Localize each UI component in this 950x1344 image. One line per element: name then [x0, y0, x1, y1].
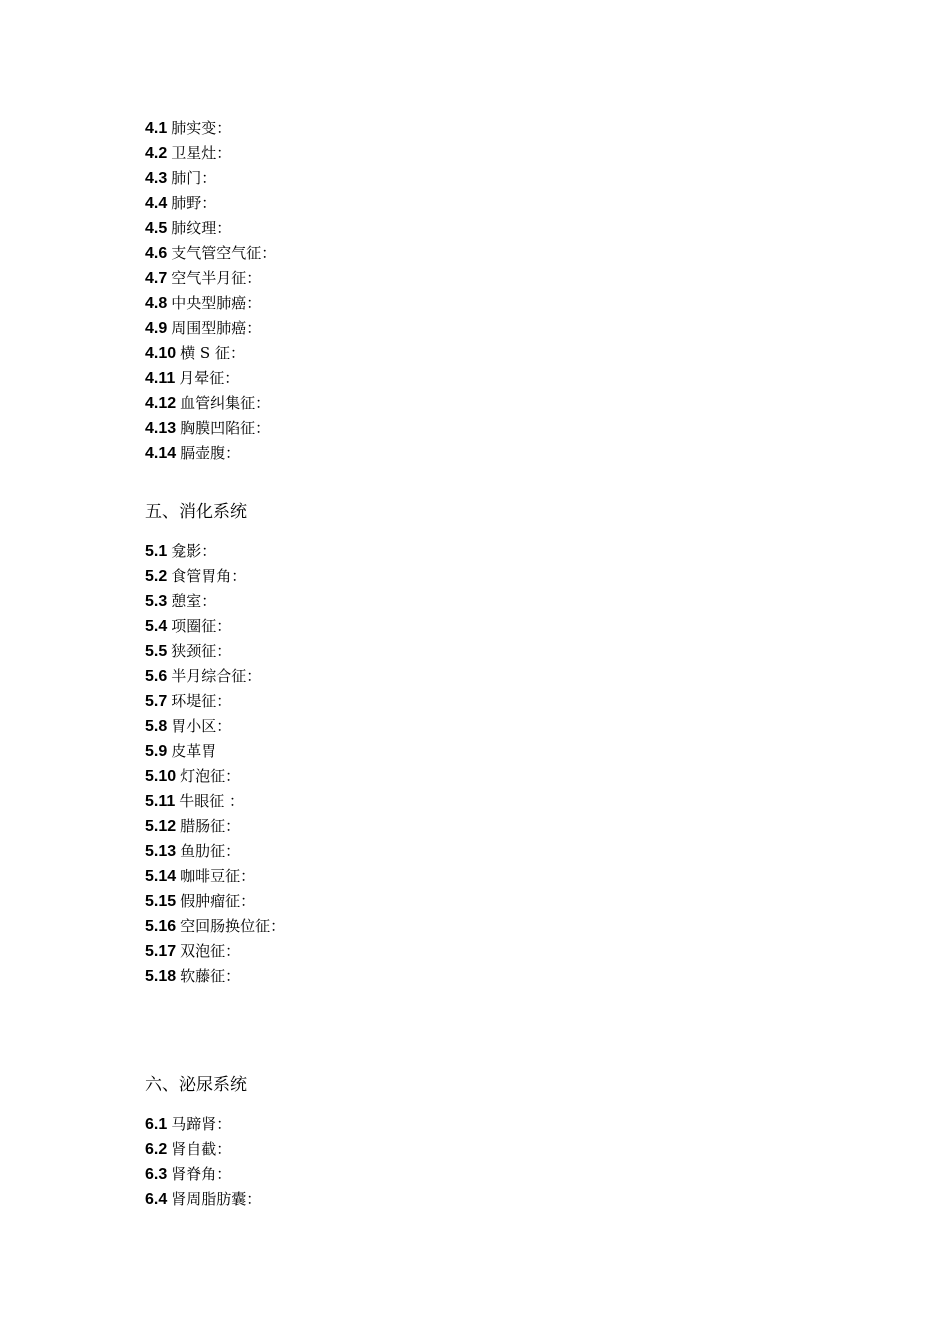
term-number: 4.14 [145, 445, 177, 462]
term-label: 腊肠征： [180, 817, 241, 835]
term-number: 4.1 [145, 120, 168, 137]
term-number: 5.4 [145, 618, 168, 635]
term-entry [145, 266, 845, 291]
term-number: 5.12 [145, 818, 177, 835]
term-number: 4.7 [145, 270, 168, 287]
term-entry [145, 116, 845, 141]
term-entry [145, 191, 845, 216]
term-label: 肺纹理： [171, 219, 232, 237]
term-entry [145, 764, 845, 789]
term-label: 肾周脂肪囊： [171, 1190, 262, 1208]
term-entry [145, 1162, 845, 1187]
term-entry [145, 714, 845, 739]
term-number: 5.8 [145, 718, 168, 735]
term-label: 环堤征： [171, 692, 232, 710]
term-entry [145, 291, 845, 316]
term-number: 4.9 [145, 320, 168, 337]
term-label: 横 S 征： [180, 344, 245, 362]
term-entry [145, 316, 845, 341]
term-entry [145, 441, 845, 466]
section-5-list [145, 539, 845, 989]
term-label: 灯泡征： [180, 767, 241, 785]
term-number: 6.1 [145, 1116, 168, 1133]
term-number: 5.1 [145, 543, 168, 560]
term-number: 4.10 [145, 345, 177, 362]
term-label: 狭颈征： [171, 642, 232, 660]
term-number: 5.11 [145, 793, 176, 810]
term-number: 6.3 [145, 1166, 168, 1183]
term-entry [145, 1187, 845, 1212]
section-heading-urinary: 六、泌尿系统 [145, 1075, 247, 1095]
section-heading-digestive: 五、消化系统 [145, 502, 247, 522]
term-number: 5.9 [145, 743, 168, 760]
term-entry [145, 216, 845, 241]
term-number: 5.10 [145, 768, 177, 785]
term-entry [145, 366, 845, 391]
term-label: 血管纠集征： [180, 394, 271, 412]
term-entry [145, 341, 845, 366]
term-entry [145, 166, 845, 191]
term-number: 6.2 [145, 1141, 168, 1158]
term-entry [145, 589, 845, 614]
term-label: 支气管空气征： [171, 244, 277, 262]
term-number: 5.15 [145, 893, 177, 910]
term-entry [145, 639, 845, 664]
term-number: 5.5 [145, 643, 168, 660]
term-number: 4.2 [145, 145, 168, 162]
term-label: 肾脊角： [171, 1165, 232, 1183]
term-number: 6.4 [145, 1191, 168, 1208]
term-label: 龛影： [171, 542, 217, 560]
term-entry [145, 539, 845, 564]
term-label: 卫星灶： [171, 144, 232, 162]
term-label: 假肿瘤征： [180, 892, 256, 910]
section-4-list [145, 116, 845, 466]
term-entry [145, 141, 845, 166]
term-entry [145, 664, 845, 689]
term-entry [145, 889, 845, 914]
term-label: 膈壶腹： [180, 444, 241, 462]
term-entry [145, 416, 845, 441]
term-label: 肾自截： [171, 1140, 232, 1158]
term-number: 4.3 [145, 170, 168, 187]
term-number: 5.14 [145, 868, 177, 885]
term-label: 项圈征： [171, 617, 232, 635]
term-entry [145, 564, 845, 589]
term-number: 5.2 [145, 568, 168, 585]
term-number: 4.11 [145, 370, 176, 387]
term-label: 中央型肺癌： [171, 294, 262, 312]
term-label: 牛眼征 ： [179, 792, 245, 810]
term-number: 4.6 [145, 245, 168, 262]
term-entry [145, 739, 845, 764]
term-number: 5.18 [145, 968, 177, 985]
term-label: 空回肠换位征： [180, 917, 286, 935]
term-label: 软藤征： [180, 967, 241, 985]
term-entry [145, 814, 845, 839]
term-entry [145, 1137, 845, 1162]
term-number: 5.16 [145, 918, 177, 935]
term-number: 5.3 [145, 593, 168, 610]
term-entry [145, 939, 845, 964]
term-entry [145, 839, 845, 864]
term-label: 半月综合征： [171, 667, 262, 685]
term-number: 4.5 [145, 220, 168, 237]
term-entry [145, 241, 845, 266]
term-number: 4.4 [145, 195, 168, 212]
term-entry [145, 864, 845, 889]
term-entry [145, 391, 845, 416]
term-number: 5.7 [145, 693, 168, 710]
term-label: 空气半月征： [171, 269, 262, 287]
term-entry [145, 689, 845, 714]
term-entry [145, 789, 845, 814]
term-entry [145, 964, 845, 989]
term-label: 周围型肺癌： [171, 319, 262, 337]
term-label: 鱼肋征： [180, 842, 241, 860]
term-label: 食管胃角： [171, 567, 247, 585]
term-entry [145, 914, 845, 939]
term-label: 皮革胃 [171, 742, 217, 760]
term-number: 5.17 [145, 943, 177, 960]
term-entry [145, 1112, 845, 1137]
term-label: 憩室： [171, 592, 217, 610]
term-label: 胃小区： [171, 717, 232, 735]
term-number: 5.6 [145, 668, 168, 685]
term-label: 马蹄肾： [171, 1115, 232, 1133]
term-label: 肺门： [171, 169, 217, 187]
term-label: 双泡征： [180, 942, 241, 960]
term-label: 肺实变： [171, 119, 232, 137]
term-label: 肺野： [171, 194, 217, 212]
term-number: 4.13 [145, 420, 177, 437]
term-label: 月晕征： [179, 369, 240, 387]
term-entry [145, 614, 845, 639]
section-6-list [145, 1112, 845, 1212]
term-number: 5.13 [145, 843, 177, 860]
term-number: 4.8 [145, 295, 168, 312]
term-label: 咖啡豆征： [180, 867, 256, 885]
term-number: 4.12 [145, 395, 177, 412]
term-label: 胸膜凹陷征： [180, 419, 271, 437]
